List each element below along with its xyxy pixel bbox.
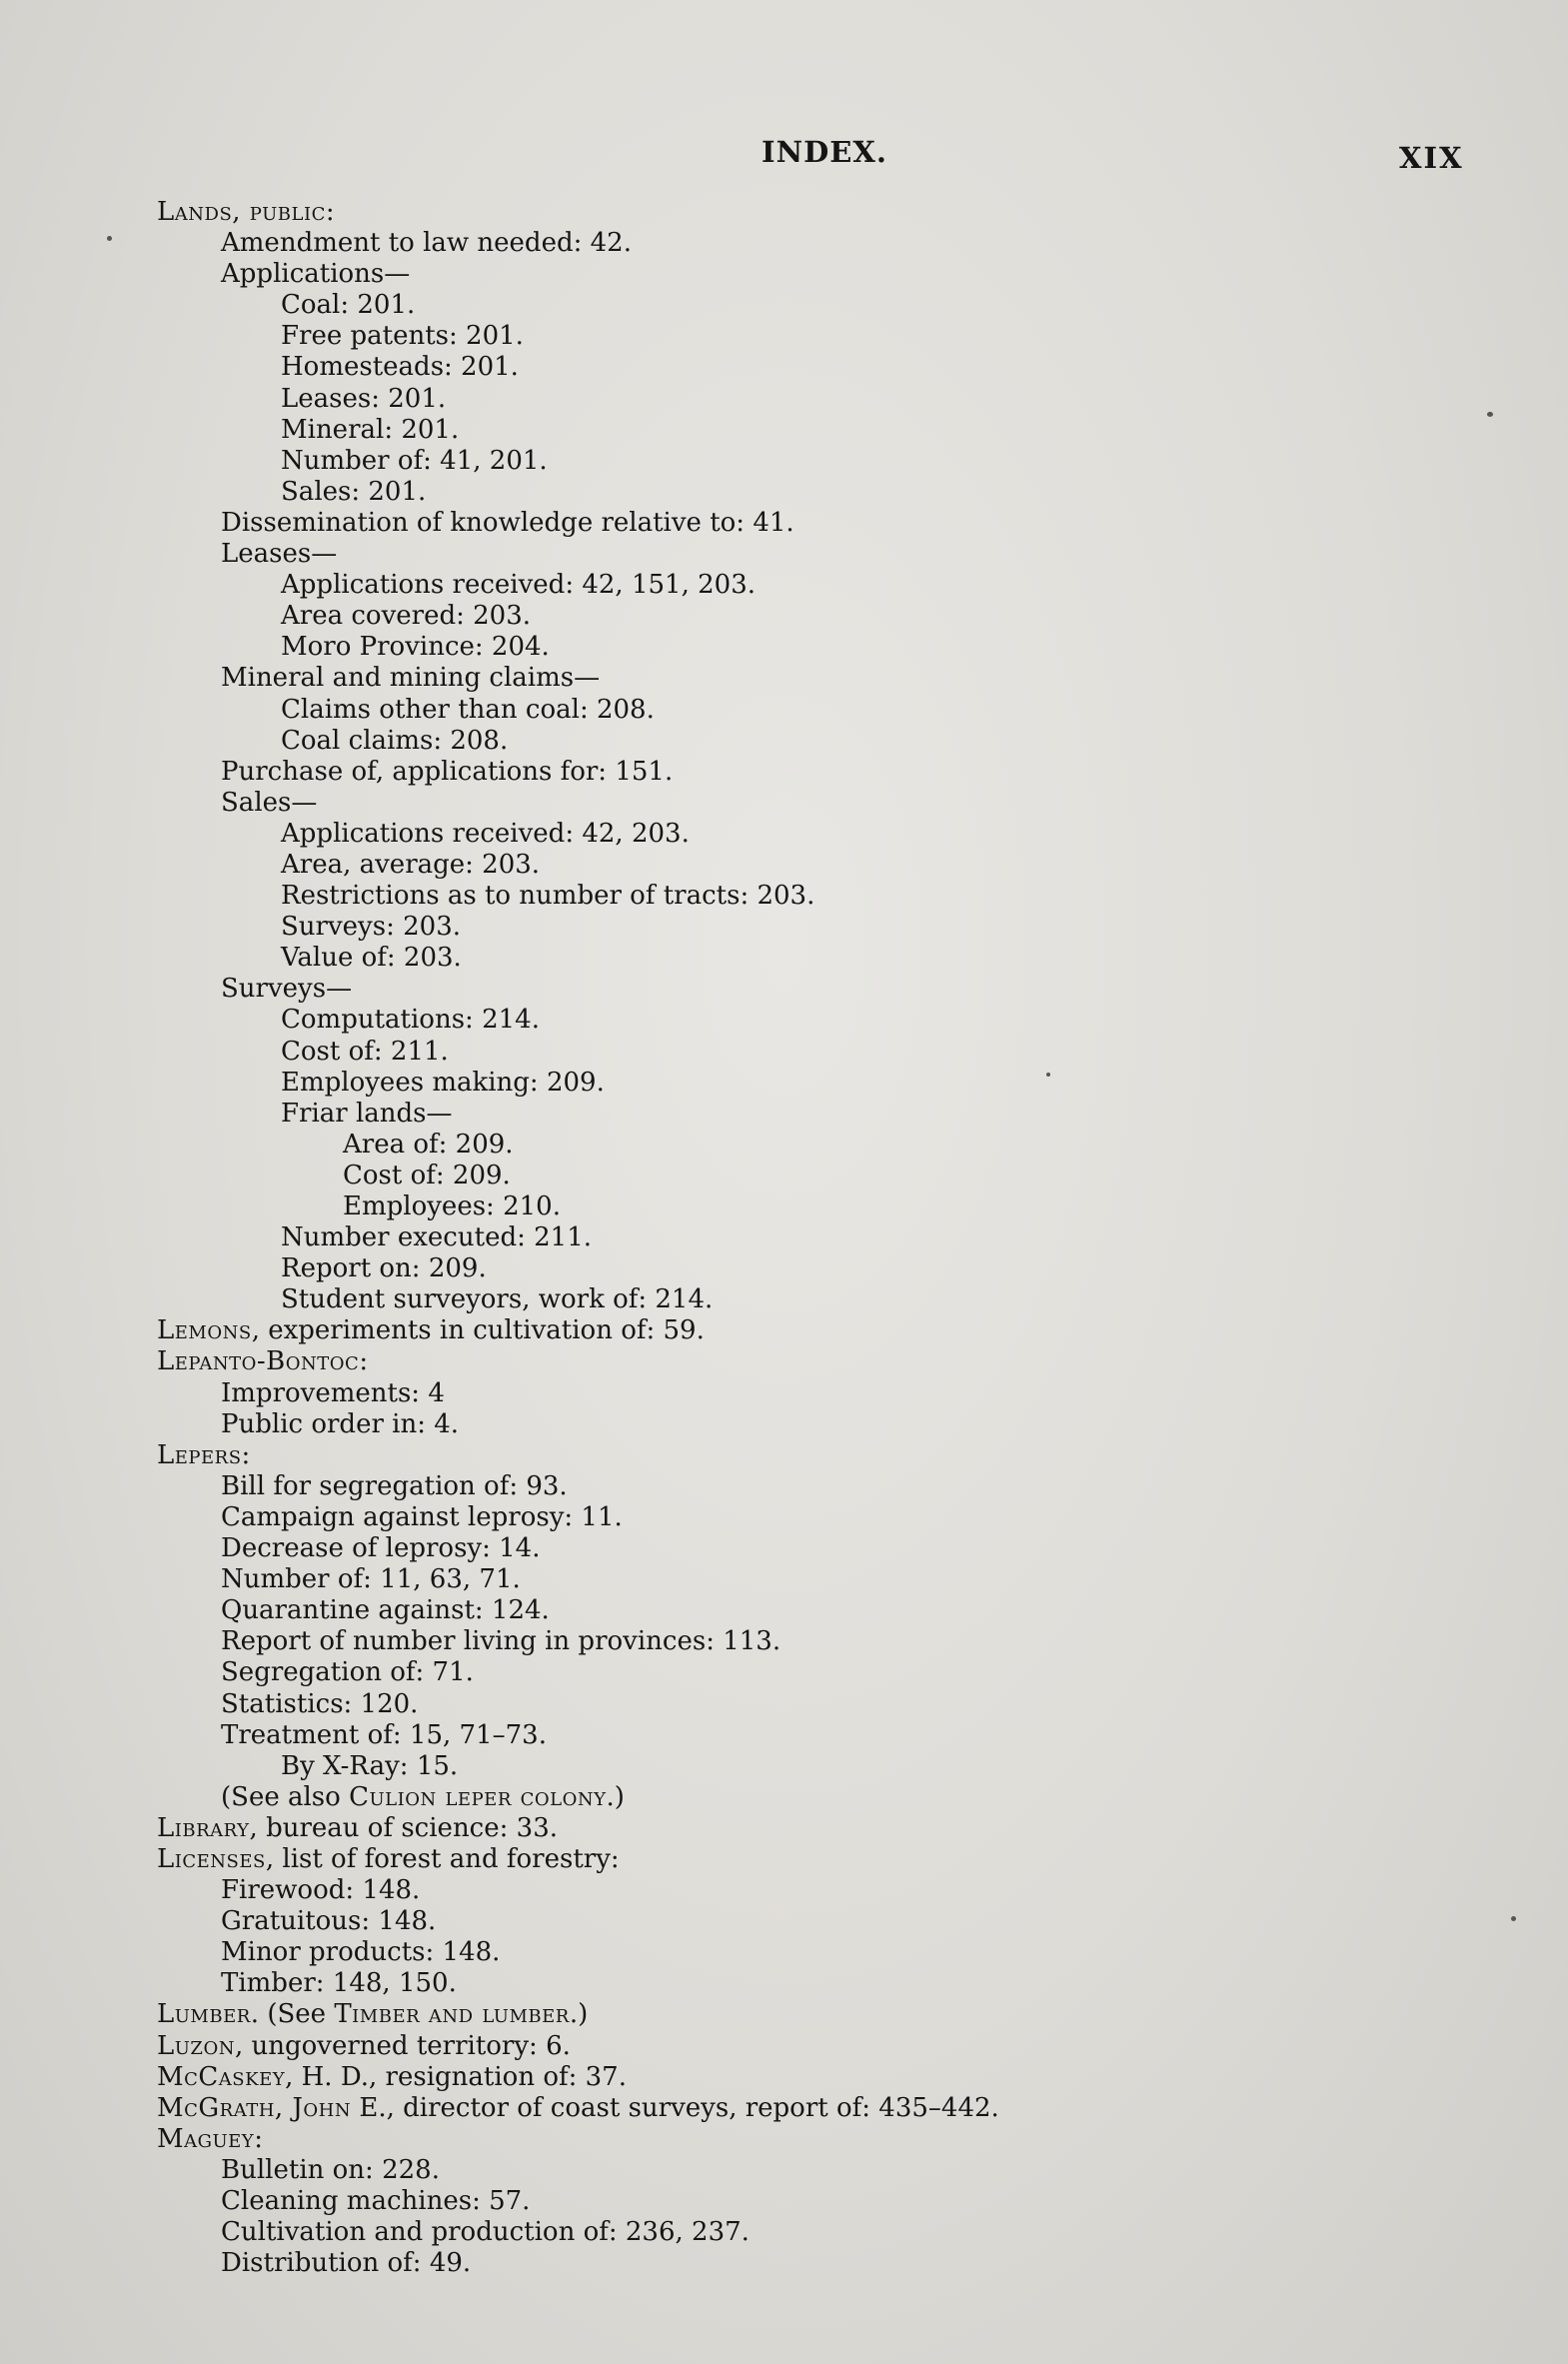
entry-text: Applications— (221, 259, 411, 290)
cross-reference: Culion leper colony (349, 1781, 607, 1812)
entry-text: Cost of: 211. (281, 1036, 449, 1067)
index-subentry (157, 1005, 1456, 1036)
entry-text: , ungoverned territory: 6. (234, 2030, 571, 2061)
print-speck (1511, 1916, 1516, 1921)
index-subentry (157, 508, 1456, 539)
entry-text: Amendment to law needed: 42. (221, 228, 632, 259)
index-entry (157, 1315, 1456, 1346)
index-subentry (157, 352, 1456, 383)
index-subentry (157, 757, 1456, 788)
index-subentry (157, 663, 1456, 694)
index-subentry (157, 539, 1456, 570)
index-subentry (157, 881, 1456, 912)
entry-text: Employees making: 209. (281, 1067, 605, 1098)
index-subentry (157, 570, 1456, 601)
entry-text: Surveys— (221, 974, 353, 1005)
index-entry (157, 2062, 1456, 2093)
entry-text: Value of: 203. (281, 943, 462, 974)
index-entry (157, 1813, 1456, 1844)
index-subentry (157, 1191, 1456, 1222)
entry-text: Sales— (221, 787, 318, 818)
index-entry (157, 2124, 1456, 2155)
index-subentry (157, 1937, 1456, 1968)
index-subentry (157, 1471, 1456, 1502)
entry-text: Minor products: 148. (221, 1937, 501, 1968)
entry-heading: Luzon (157, 2030, 235, 2061)
entry-text: Restrictions as to number of tracts: 203. (281, 881, 815, 912)
index-subentry (157, 1378, 1456, 1409)
entry-heading: McCaskey (157, 2061, 286, 2092)
entry-text: Purchase of, applications for: 151. (221, 756, 674, 787)
entry-text: Treatment of: 15, 71–73. (221, 1719, 547, 1750)
index-subentry (157, 1906, 1456, 1937)
index-subentry (157, 2217, 1456, 2248)
entry-text: Claims other than coal: 208. (281, 694, 655, 725)
index-subentry (157, 1875, 1456, 1906)
entry-text: , experiments in cultivation of: 59. (251, 1315, 705, 1346)
entry-text: Area of: 209. (343, 1129, 514, 1160)
entry-text: Segregation of: 71. (221, 1657, 474, 1688)
entry-text: Timber: 148, 150. (221, 1968, 457, 1999)
entry-heading: McGrath, John (157, 2092, 352, 2123)
index-entry (157, 197, 1456, 228)
index-subentry (157, 228, 1456, 259)
entry-heading: Licenses (157, 1843, 266, 1874)
entry-text: : (254, 2123, 263, 2154)
entry-text: Bill for segregation of: 93. (221, 1470, 568, 1501)
index-subentry (157, 1502, 1456, 1533)
entry-text: . (See (250, 1999, 335, 2030)
index-entry (157, 1844, 1456, 1875)
index-subentry (157, 1161, 1456, 1191)
entry-text: By X-Ray: 15. (281, 1750, 459, 1781)
entry-text: Area covered: 203. (281, 601, 532, 632)
index-subentry (157, 1253, 1456, 1284)
index-entry (157, 1999, 1456, 2030)
index-subentry (157, 1533, 1456, 1564)
index-entry (157, 1440, 1456, 1471)
index-subentry (157, 726, 1456, 757)
index-subentry (157, 1130, 1456, 1161)
index-entry (157, 1346, 1456, 1377)
entry-text: Statistics: 120. (221, 1688, 419, 1719)
entry-text: Decrease of leprosy: 14. (221, 1533, 541, 1564)
entry-text: Homesteads: 201. (281, 352, 519, 383)
index-subentry (157, 943, 1456, 974)
cross-reference: Timber and lumber (334, 1999, 570, 2030)
entry-text: Quarantine against: 124. (221, 1595, 550, 1626)
index-subentry (157, 446, 1456, 477)
entry-heading: Maguey (157, 2123, 255, 2154)
entry-text: Friar lands— (281, 1098, 453, 1129)
entry-text: Area, average: 203. (281, 849, 541, 880)
entry-text-tail: .) (606, 1781, 625, 1812)
entry-text: Mineral: 201. (281, 414, 460, 445)
index-subentry (157, 1284, 1456, 1315)
entry-text: Coal claims: 208. (281, 725, 509, 756)
index-subentry (157, 974, 1456, 1005)
entry-text: Moro Province: 204. (281, 632, 550, 663)
index-subentry (157, 1782, 1456, 1813)
entry-text-tail: .) (569, 1999, 589, 2030)
entry-heading: Lemons (157, 1315, 252, 1346)
index-subentry (157, 632, 1456, 663)
entry-text: Applications received: 42, 203. (281, 818, 690, 849)
index-subentry (157, 1657, 1456, 1688)
entry-text: Leases: 201. (281, 383, 447, 414)
entry-text: Improvements: 4 (221, 1377, 445, 1408)
index-subentry (157, 2248, 1456, 2279)
index-subentry (157, 788, 1456, 819)
index-subentry (157, 1037, 1456, 1068)
entry-text: Computations: 214. (281, 1005, 540, 1036)
index-subentry (157, 819, 1456, 850)
index-subentry (157, 2186, 1456, 2217)
print-speck (1487, 412, 1493, 417)
index-entry (157, 2093, 1456, 2124)
entry-text: Leases— (221, 539, 338, 570)
index-subentry (157, 601, 1456, 632)
entry-text: Sales: 201. (281, 476, 427, 507)
index-subentry (157, 1751, 1456, 1782)
index-list (157, 197, 1456, 2279)
entry-text: Student surveyors, work of: 214. (281, 1284, 714, 1315)
entry-heading: Lumber (157, 1999, 251, 2030)
entry-text: : (325, 197, 335, 227)
index-subentry (157, 415, 1456, 446)
entry-text: Coal: 201. (281, 290, 416, 321)
entry-text: Bulletin on: 228. (221, 2154, 440, 2185)
entry-heading: Lepers (157, 1439, 242, 1470)
index-subentry (157, 259, 1456, 290)
index-subentry (157, 2155, 1456, 2186)
index-subentry (157, 1595, 1456, 1626)
index-subentry (157, 384, 1456, 415)
entry-text: Report on: 209. (281, 1253, 487, 1284)
entry-text: Mineral and mining claims— (221, 663, 601, 694)
index-subentry (157, 912, 1456, 943)
index-subentry (157, 1968, 1456, 1999)
running-head (0, 135, 1568, 175)
entry-text: Free patents: 201. (281, 321, 524, 352)
entry-text: Campaign against leprosy: 11. (221, 1501, 623, 1532)
entry-heading: Lands, public (157, 197, 326, 227)
index-subentry (157, 1564, 1456, 1595)
index-subentry (157, 1099, 1456, 1130)
print-speck (107, 236, 112, 241)
entry-text: Applications received: 42, 151, 203. (281, 570, 757, 601)
entry-text: Gratuitous: 148. (221, 1906, 437, 1937)
page-title: INDEX. (762, 135, 887, 169)
page-number: XIX (1399, 141, 1464, 175)
entry-heading: Library (157, 1812, 250, 1843)
entry-text: Distribution of: 49. (221, 2248, 472, 2279)
entry-text: Dissemination of knowledge relative to: 41. (221, 507, 794, 538)
index-subentry (157, 1409, 1456, 1440)
entry-text: Number of: 41, 201. (281, 445, 548, 476)
entry-text: Report of number living in provinces: 113. (221, 1626, 782, 1657)
entry-text: E., director of coast surveys, report of: 435–442. (351, 2092, 999, 2123)
entry-text: Cost of: 209. (343, 1160, 511, 1190)
index-subentry (157, 1068, 1456, 1099)
entry-text: , H. D., resignation of: 37. (285, 2061, 627, 2092)
entry-text: Number of: 11, 63, 71. (221, 1564, 521, 1595)
entry-text: , list of forest and forestry: (265, 1843, 620, 1874)
print-speck (1046, 1073, 1050, 1077)
index-entry (157, 2031, 1456, 2062)
entry-text: Cleaning machines: 57. (221, 2186, 531, 2216)
entry-text: (See also (221, 1781, 350, 1812)
index-subentry (157, 1626, 1456, 1657)
entry-text: Number executed: 211. (281, 1222, 593, 1253)
entry-text: Cultivation and production of: 236, 237. (221, 2217, 750, 2248)
entry-text: : (359, 1346, 369, 1377)
entry-text: Firewood: 148. (221, 1875, 421, 1906)
index-subentry (157, 321, 1456, 352)
entry-text: Employees: 210. (343, 1191, 561, 1221)
index-subentry (157, 850, 1456, 881)
index-subentry (157, 695, 1456, 726)
entry-text: Surveys: 203. (281, 912, 462, 943)
entry-heading: Lepanto-Bontoc (157, 1346, 360, 1377)
index-subentry (157, 1720, 1456, 1751)
index-subentry (157, 290, 1456, 321)
entry-text: Public order in: 4. (221, 1408, 460, 1439)
index-subentry (157, 477, 1456, 508)
index-subentry (157, 1689, 1456, 1720)
entry-text: , bureau of science: 33. (249, 1812, 559, 1843)
entry-text: : (241, 1439, 251, 1470)
index-subentry (157, 1222, 1456, 1253)
